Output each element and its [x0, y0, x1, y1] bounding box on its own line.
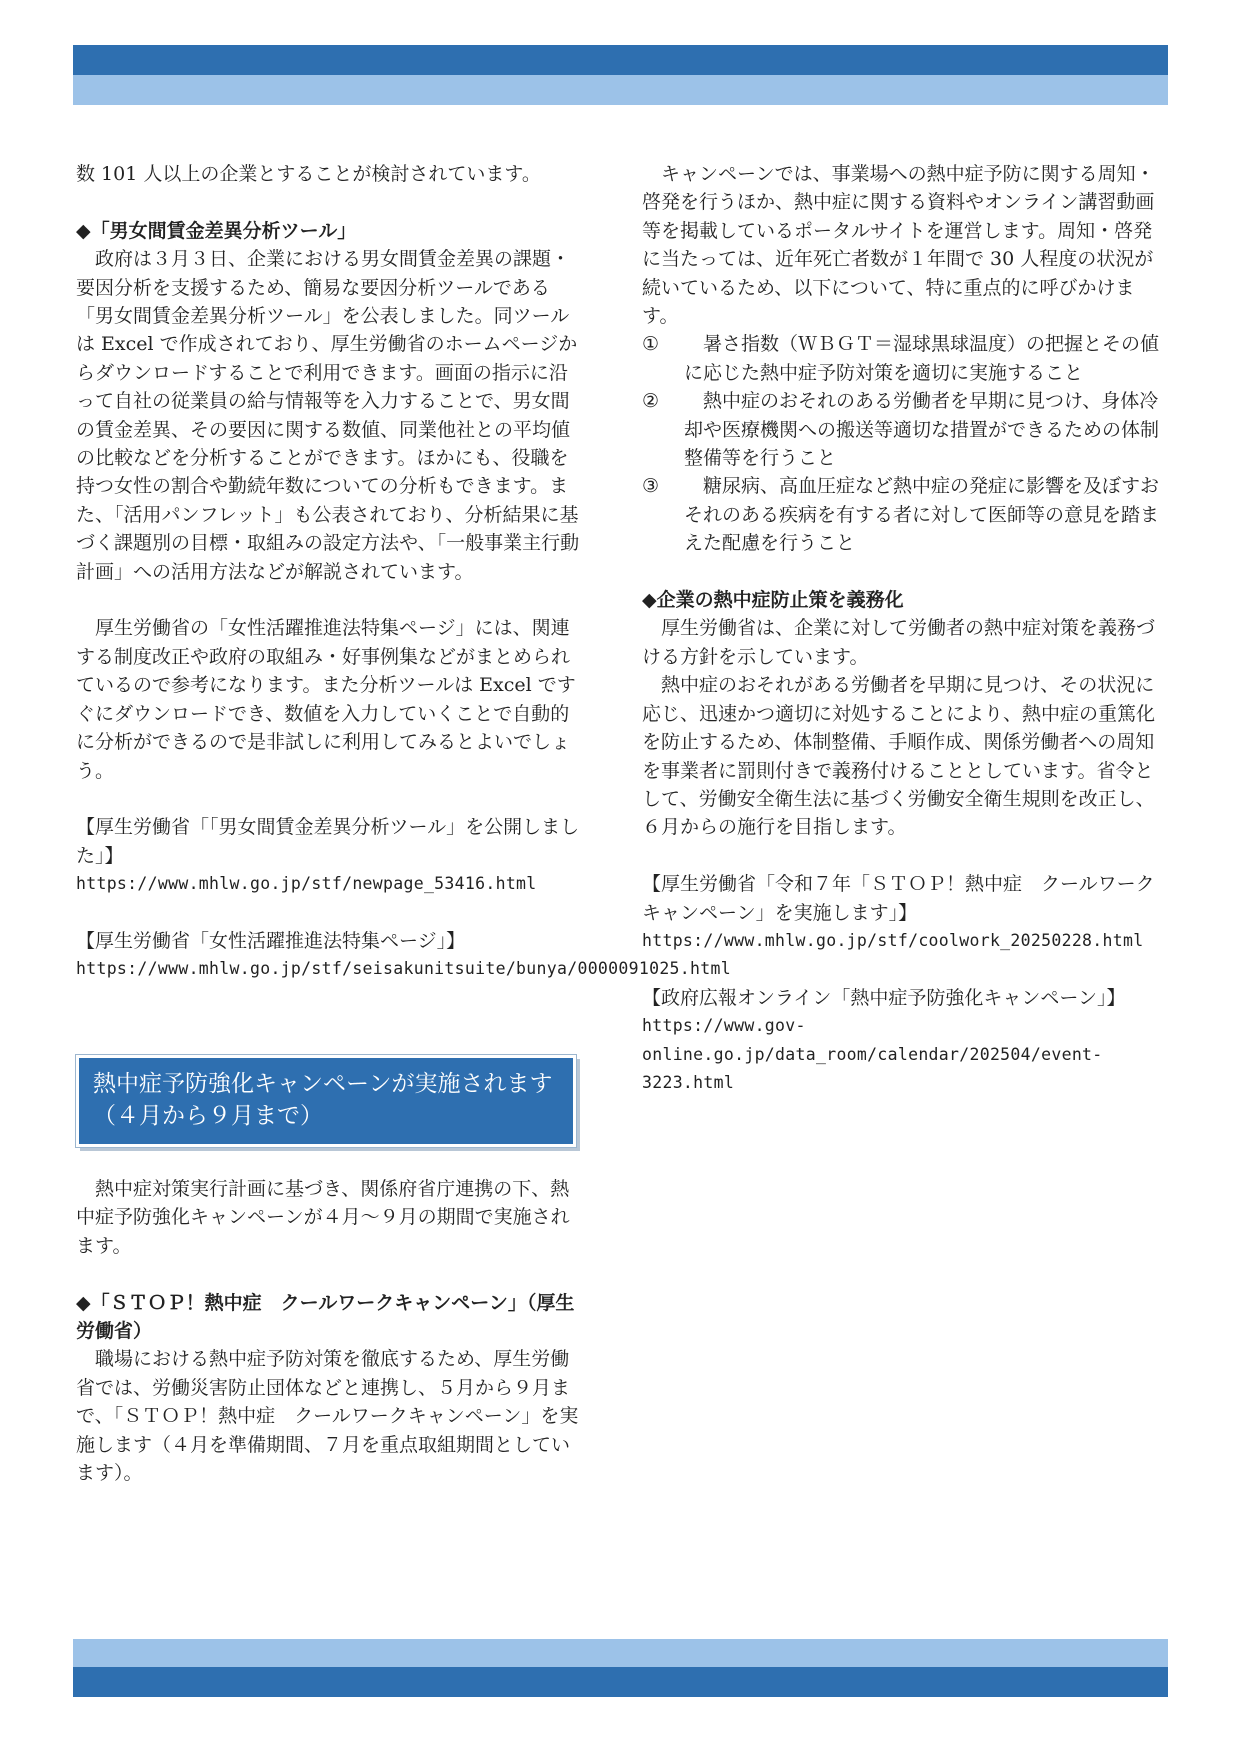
- header-bar-dark: [73, 45, 1168, 75]
- coolwork-campaign-body: 職場における熱中症予防対策を徹底するため、厚生労働省では、労働災害防止団体などと連携し、５月から９月まで、「ＳＴＯＰ！熱中症 クールワークキャンペーン」を実施します（４月を準備期間、７月を重点取組期間としています）。: [76, 1348, 579, 1484]
- reference-2-url[interactable]: https://www.mhlw.go.jp/stf/seisakunitsuite/bunya/0000091025.html: [76, 959, 731, 979]
- reference-3-url[interactable]: https://www.mhlw.go.jp/stf/coolwork_20250228.html: [642, 930, 1144, 950]
- mandatory-measures-body-1: 厚生労働省は、企業に対して労働者の熱中症対策を義務づける方針を示しています。: [642, 617, 1156, 668]
- list-item-text: 糖尿病、高血圧症など熱中症の発症に影響を及ぼすおそれのある疾病を有する者に対して医師等の意見を踏まえた配慮を行うこと: [684, 475, 1160, 555]
- intro-text: 数 101 人以上の企業とすることが検討されています。: [76, 163, 541, 185]
- list-item-number: ①: [642, 333, 660, 356]
- reference-1-url[interactable]: https://www.mhlw.go.jp/stf/newpage_53416.html: [76, 874, 537, 894]
- list-item-text: 熱中症のおそれのある労働者を早期に見つけ、身体冷却や医療機関への搬送等適切な措置ができるための体制整備等を行うこと: [684, 390, 1160, 470]
- header-bar-light: [73, 75, 1168, 105]
- list-item: [642, 330, 1170, 387]
- reference-1-title: 【厚生労働省「「男女間賃金差異分析ツール」を公開しました」】: [76, 816, 580, 867]
- footer-bar-light: [73, 1639, 1168, 1667]
- gender-pay-tool-heading: ◆「男女間賃金差異分析ツール」: [76, 219, 357, 242]
- gender-pay-tool-body: 政府は３月３日、企業における男女間賃金差異の課題・要因分析を支援するため、簡易な要因分析ツールである「男女間賃金差異分析ツール」を公表しました。同ツールは Excel で作成されており、厚生労働省のホームページからダウンロードすることで利用できます。画面の指示に沿って自社の従業員の給与情報等を入力することで、男女間の賃金差異、その要因に関する数値、同業他社との平均値の比較などを分析することができます。ほかにも、役職を持つ女性の割合や勤続年数についての分析もできます。また、「活用パンフレット」も公表されており、分析結果に基づく課題別の目標・取組みの設定方法や、「一般事業主行動計画」への活用方法などが解説されています。: [76, 248, 580, 583]
- list-item-text: 暑さ指数（ＷＢＧＴ＝湿球黒球温度）の把握とその値に応じた熱中症予防対策を適切に実施すること: [684, 333, 1160, 384]
- left-column: [76, 160, 731, 1487]
- mandatory-measures-body-2: 熱中症のおそれがある労働者を早期に見つけ、その状況に応じ、迅速かつ適切に対処することにより、熱中症の重篤化を防止するため、体制整備、手順作成、関係労働者への周知を事業者に罰則付きで義務付けることとしています。省令として、労働安全衛生法に基づく労働安全衛生規則を改正し、６月からの施行を目指します。: [642, 674, 1156, 839]
- reference-4-title: 【政府広報オンライン「熱中症予防強化キャンペーン」】: [642, 986, 1126, 1009]
- reference-4-url[interactable]: https://www.gov-online.go.jp/data_room/calendar/202504/event-3223.html: [642, 1016, 1103, 1092]
- heatstroke-campaign-intro: 熱中症対策実行計画に基づき、関係府省庁連携の下、熱中症予防強化キャンペーンが４月～９月の期間で実施されます。: [76, 1177, 570, 1257]
- list-item-number: ②: [642, 390, 660, 413]
- mandatory-measures-heading: ◆企業の熱中症防止策を義務化: [642, 589, 904, 612]
- section-title-box: 熱中症予防強化キャンペーンが実施されます（４月から９月まで）: [76, 1055, 576, 1147]
- footer-bar-dark: [73, 1667, 1168, 1697]
- gender-pay-tool-note: 厚生労働省の「女性活躍推進法特集ページ」には、関連する制度改正や政府の取組み・好事例集などがまとめられているので参考になります。また分析ツールは Excel ですぐにダウンロードでき、数値を入力していくことで自動的に分析ができるので是非試しに利用してみるとよいでしょう。: [76, 617, 576, 782]
- campaign-detail-body: キャンペーンでは、事業場への熱中症予防に関する周知・啓発を行うほか、熱中症に関する資料やオンライン講習動画等を掲載しているポータルサイトを運営します。周知・啓発に当たっては、近年死亡者数が１年間で 30 人程度の状況が続いているため、以下について、特に重点的に呼びかけます。: [642, 163, 1155, 328]
- reference-2-title: 【厚生労働省「女性活躍推進法特集ページ」】: [76, 929, 466, 952]
- right-column: [642, 160, 1170, 1097]
- list-item: [642, 472, 1170, 557]
- reference-3-title: 【厚生労働省「令和７年「ＳＴＯＰ！熱中症 クールワークキャンペーン」を実施します」】: [642, 873, 1155, 924]
- list-item: [642, 387, 1170, 472]
- list-item-number: ③: [642, 475, 660, 498]
- coolwork-campaign-heading: ◆「ＳＴＯＰ！熱中症 クールワークキャンペーン」（厚生労働省）: [76, 1291, 575, 1342]
